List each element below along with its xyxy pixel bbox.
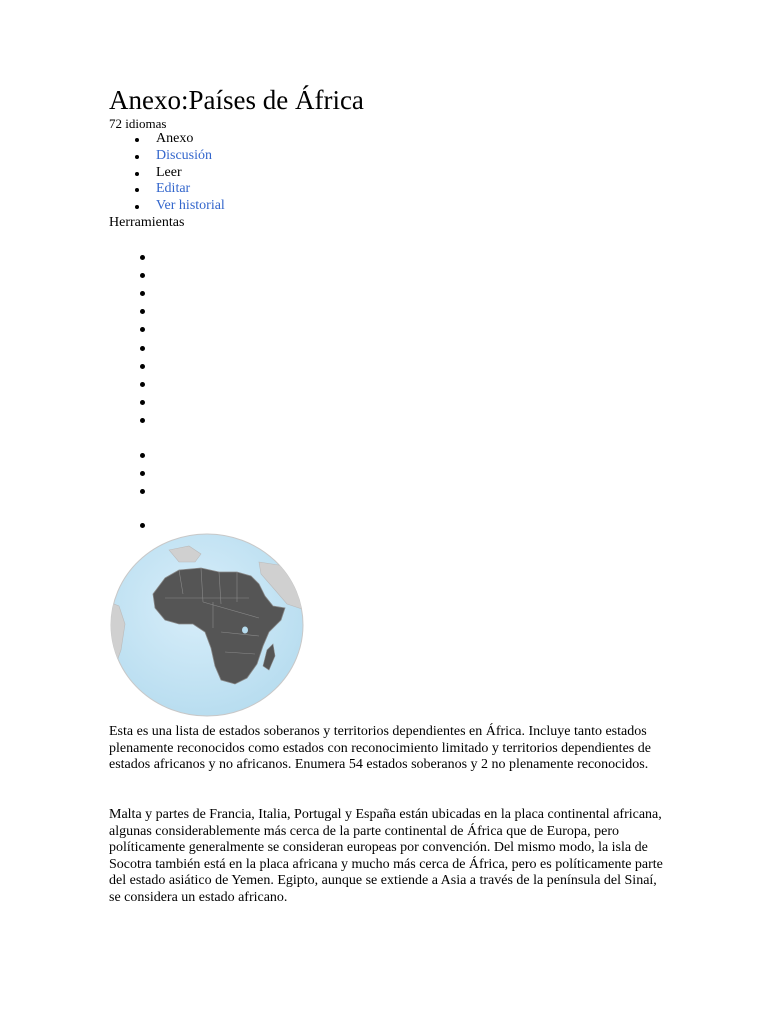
- page-nav: [109, 131, 225, 215]
- tools-bullet[interactable]: [140, 400, 145, 405]
- nav-item-discusion[interactable]: Discusión: [109, 148, 225, 165]
- tools-bullet[interactable]: [140, 453, 145, 458]
- tools-bullet[interactable]: [140, 382, 145, 387]
- tools-bullet[interactable]: [140, 418, 145, 423]
- description-paragraph: Malta y partes de Francia, Italia, Portugal y España están ubicadas en la placa continental africana, algunas considerablemente más cerca de la parte continental de África que de Europa, pero políticamente generalmente se consideran europeas por convención. Del mismo modo, la isla de Socotra también está en la placa africana y mucho más cerca de África, pero es políticamente parte del estado asiático de Yemen. Egipto, aunque se extiende a Asia a través de la península del Sinaí, se considera un estado africano.: [109, 807, 663, 905]
- tools-bullet[interactable]: [140, 273, 145, 278]
- nav-item-leer[interactable]: Leer: [109, 165, 225, 182]
- page-title: Anexo:Países de África: [109, 85, 364, 115]
- tools-bullet[interactable]: [140, 309, 145, 314]
- nav-item-ver-historial[interactable]: Ver historial: [109, 198, 225, 215]
- tools-bullet[interactable]: [140, 471, 145, 476]
- tools-bullet[interactable]: [140, 255, 145, 260]
- tools-bullet[interactable]: [140, 291, 145, 296]
- africa-globe-map: [109, 532, 305, 718]
- tools-bullet[interactable]: [140, 327, 145, 332]
- tools-bullet[interactable]: [140, 489, 145, 494]
- nav-item-anexo[interactable]: Anexo: [109, 131, 225, 148]
- nav-item-editar[interactable]: Editar: [109, 181, 225, 198]
- tools-bullet[interactable]: [140, 346, 145, 351]
- intro-paragraph: Esta es una lista de estados soberanos y territorios dependientes en África. Incluye tanto estados plenamente reconocidos como estados con reconocimiento limitado y territorios dependientes de estados africanos y no africanos. Enumera 54 estados soberanos y 2 no plenamente reconocidos.: [109, 724, 651, 772]
- tools-bullet[interactable]: [140, 364, 145, 369]
- languages-link[interactable]: 72 idiomas: [109, 116, 167, 131]
- tools-menu[interactable]: Herramientas: [109, 215, 185, 230]
- tools-bullet[interactable]: [140, 523, 145, 528]
